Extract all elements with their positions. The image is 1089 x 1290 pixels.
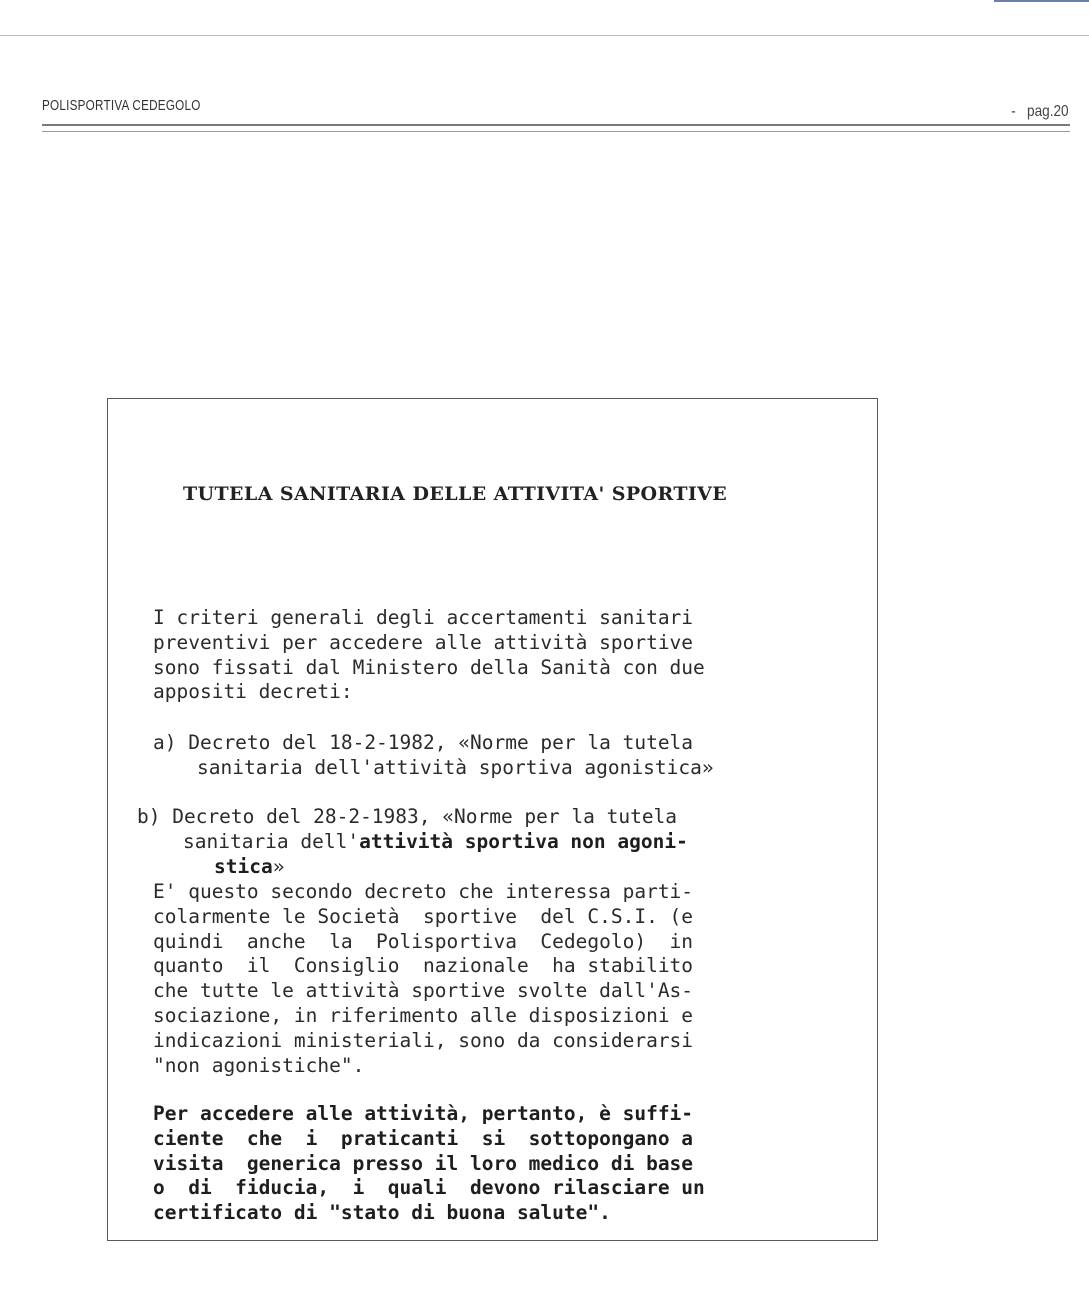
decree-b-line1: b) Decreto del 28-2-1983, «Norme per la tutela — [137, 805, 678, 828]
explanation-line: quanto il Consiglio nazionale ha stabilito — [153, 954, 694, 978]
conclusion-line: Per accedere alle attività, pertanto, è suffi- — [153, 1102, 694, 1125]
decree-b-line3 — [214, 855, 284, 880]
explanation-line: quindi anche la Polisportiva Cedegolo) in — [153, 929, 694, 953]
explanation-paragraph — [153, 880, 693, 1078]
conclusion-line: o di fiducia, i quali devono rilasciare un — [153, 1176, 705, 1200]
decree-b-line2 — [183, 830, 688, 855]
decree-a-line1: a) Decreto del 18-2-1982, «Norme per la tutela — [153, 731, 694, 754]
top-corner-mark — [994, 0, 1089, 2]
intro-line: I criteri generali degli accertamenti sanitari — [153, 606, 694, 629]
explanation-line: indicazioni ministeriali, sono da considerarsi — [153, 1028, 694, 1052]
decree-b-line2-plain: sanitaria dell' — [183, 830, 360, 853]
header-page-number: - pag.20 — [1011, 103, 1069, 120]
header-rule-thick — [42, 124, 1070, 126]
section-title: TUTELA SANITARIA DELLE ATTIVITA' SPORTIVE — [183, 483, 728, 505]
intro-line: sono fissati dal Ministero della Sanità con due — [153, 655, 705, 679]
intro-paragraph — [153, 606, 705, 705]
conclusion-line: visita generica presso il loro medico di base — [153, 1151, 694, 1175]
explanation-line: che tutte le attività sportive svolte dall'As- — [153, 979, 694, 1003]
explanation-line: colarmente le Società sportive del C.S.I. (e — [153, 904, 694, 928]
explanation-line: E' questo secondo decreto che interessa parti- — [153, 880, 694, 903]
decree-a-line2: sanitaria dell'attività sportiva agonistica» — [197, 756, 714, 779]
decree-b-line3-bold: stica — [214, 855, 273, 878]
intro-line: appositi decreti: — [153, 680, 353, 704]
conclusion-line: ciente che i praticanti si sottopongano a — [153, 1126, 694, 1150]
explanation-line: "non agonistiche". — [153, 1053, 365, 1077]
explanation-line: sociazione, in riferimento alle disposizioni e — [153, 1003, 694, 1027]
header-org-name: POLISPORTIVA CEDEGOLO — [42, 97, 201, 114]
decree-b-line3-plain: » — [272, 855, 285, 878]
header-rule-thin — [42, 131, 1070, 132]
top-divider — [0, 35, 1089, 36]
intro-line: preventivi per accedere alle attività sportive — [153, 630, 694, 654]
conclusion-paragraph — [153, 1102, 705, 1226]
decree-b-line2-bold: attività sportiva non agoni- — [359, 830, 688, 853]
conclusion-line: certificato di "stato di buona salute". — [153, 1201, 611, 1225]
